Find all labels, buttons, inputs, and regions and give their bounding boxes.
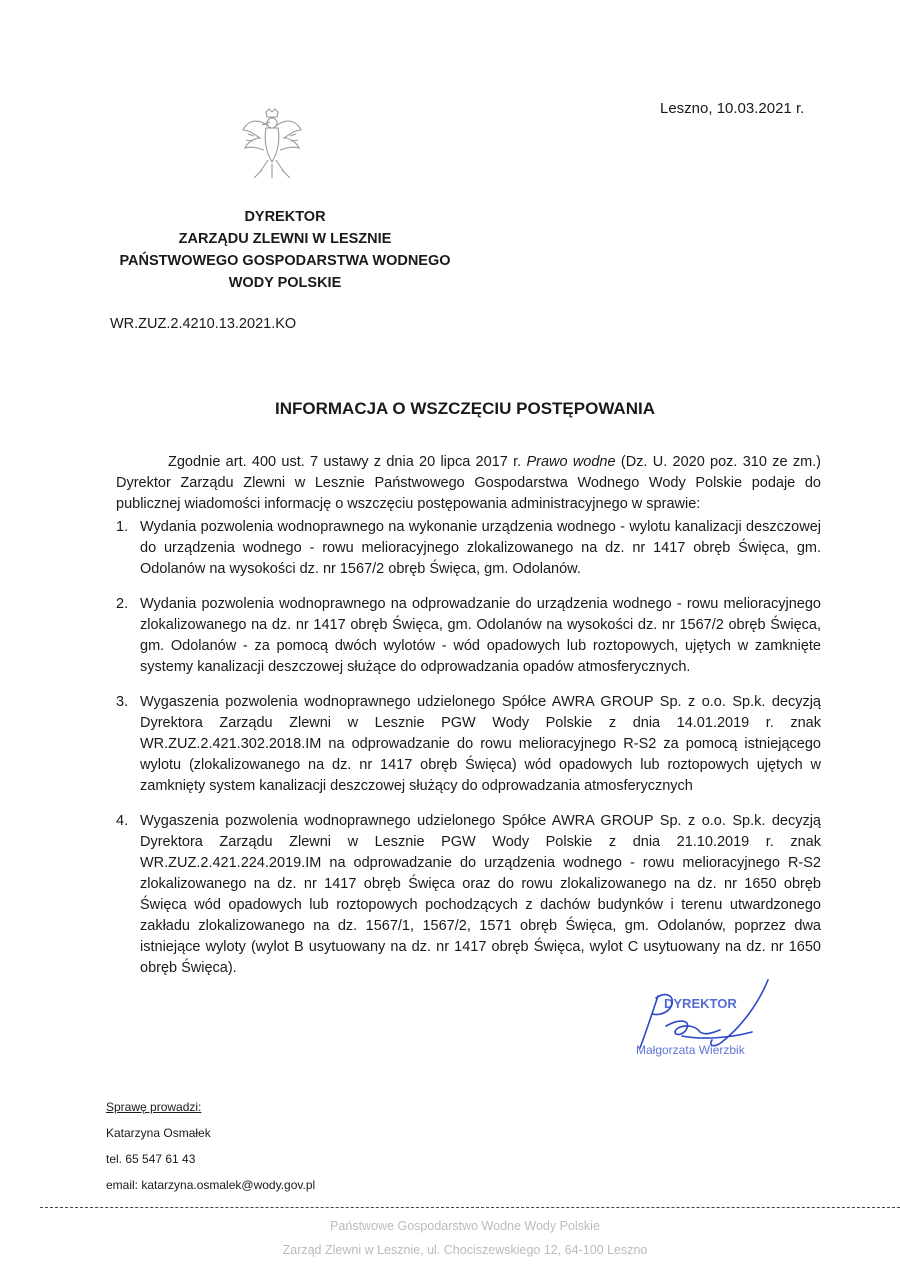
authority-line-3: PAŃSTWOWEGO GOSPODARSTWA WODNEGO (119, 253, 451, 269)
document-date: Leszno, 10.03.2021 r. (660, 100, 805, 117)
handwritten-signature (640, 980, 768, 1048)
proceedings-list (116, 517, 821, 993)
contact-block (106, 1094, 315, 1198)
page-footer (0, 1214, 900, 1262)
list-item-text: Wydania pozwolenia wodnoprawnego na wykonanie urządzenia wodnego - wylotu kanalizacji deszczowej do urządzenia wodnego - rowu melioracyjnego zlokalizowanego na dz. nr 1417 obręb Święca, gm. Odolanów na wysokości dz. nr 1567/2 obręb Święca, gm. Odolanów. (140, 519, 821, 577)
intro-text-end: (Dz. U. 2020 poz. 310 ze zm.) Dyrektor Zarządu Zlewni w Lesznie Państwowego Gospodarstwa Wodnego Wody Polskie podaje do publicznej wiadomości informację o wszczęciu postępowania administracyjnego w sprawie: (116, 454, 822, 512)
list-item (116, 692, 821, 797)
list-item-number: 1. (116, 519, 129, 535)
list-item-number: 4. (116, 813, 129, 829)
list-item (116, 811, 821, 979)
intro-act-name: Prawo wodne (526, 454, 616, 470)
document-title: INFORMACJA O WSZCZĘCIU POSTĘPOWANIA (275, 399, 655, 418)
contact-email[interactable]: email: katarzyna.osmalek@wody.gov.pl (106, 1178, 316, 1192)
list-item (116, 594, 821, 678)
reference-number: WR.ZUZ.2.4210.13.2021.KO (110, 316, 297, 332)
list-item-text: Wydania pozwolenia wodnoprawnego na odprowadzanie do urządzenia wodnego - rowu melioracyjnego zlokalizowanego na dz. nr 1417 obręb Święca, gm. Odolanów na wysokości dz. nr 1567/2 obręb Święca, gm. Odolanów - za pomocą dwóch wylotów - wód opadowych lub roztopowych, ujętych w zamknięte systemy kanalizacji deszczowej służące do odprowadzania opadów atmosferycznych. (140, 596, 821, 675)
intro-paragraph (116, 452, 821, 515)
authority-line-1: DYREKTOR (244, 209, 326, 225)
footer-organization: Państwowe Gospodarstwo Wodne Wody Polskie (330, 1219, 600, 1233)
stamp-title: DYREKTOR (664, 996, 737, 1011)
authority-line-4: WODY POLSKIE (228, 275, 342, 291)
signature-stamp (622, 974, 782, 1064)
contact-phone: tel. 65 547 61 43 (106, 1152, 196, 1166)
authority-line-2: ZARZĄDU ZLEWNI W LESZNIE (178, 231, 392, 247)
contact-label: Sprawę prowadzi: (106, 1100, 202, 1114)
list-item-text: Wygaszenia pozwolenia wodnoprawnego udzielonego Spółce AWRA GROUP Sp. z o.o. Sp.k. decyzją Dyrektora Zarządu Zlewni w Lesznie PGW Wody Polskie z dnia 21.10.2019 r. znak WR.ZUZ.2.421.224.2019.IM na odprowadzanie do urządzenia wodnego - rowu melioracyjnego R-S2 zlokalizowanego na dz. nr 1417 obręb Święca oraz do rowu zlokalizowanego na dz. nr 1650 obręb Święca wód opadowych lub roztopowych pochodzących z dachów budynków i terenu utwardzonego zakładu zlokalizowanego na dz. 1567/1, 1567/2, 1571 obręb Święca, gm. Odolanów, poprzez dwa istniejące wyloty (wylot B usytuowany na dz. nr 1417 obręb Święca, wylot C usytuowany na dz. nr 1650 obręb Święca). (140, 813, 821, 976)
list-item-number: 3. (116, 694, 129, 710)
issuing-authority (110, 206, 460, 294)
stamp-name: Małgorzata Wierzbik (636, 1043, 745, 1057)
list-item-text: Wygaszenia pozwolenia wodnoprawnego udzielonego Spółce AWRA GROUP Sp. z o.o. Sp.k. decyzją Dyrektora Zarządu Zlewni w Lesznie PGW Wody Polskie z dnia 14.01.2019 r. znak WR.ZUZ.2.421.302.2018.IM na odprowadzanie do rowu melioracyjnego R-S2 za pomocą istniejącego wylotu (zlokalizowanego na dz. nr 1417 obręb Święca) wód opadowych lub roztopowych ujętych w zamknięty system kanalizacji deszczowej służący do odprowadzania atmosferycznych (140, 694, 821, 794)
list-item (116, 517, 821, 580)
footer-divider (40, 1207, 900, 1208)
eagle-emblem-icon (240, 108, 304, 186)
footer-address: Zarząd Zlewni w Lesznie, ul. Chociszewskiego 12, 64-100 Leszno (282, 1243, 648, 1257)
list-item-number: 2. (116, 596, 129, 612)
contact-name: Katarzyna Osmałek (106, 1126, 211, 1140)
intro-text-start: Zgodnie art. 400 ust. 7 ustawy z dnia 20 lipca 2017 r. (168, 454, 527, 470)
